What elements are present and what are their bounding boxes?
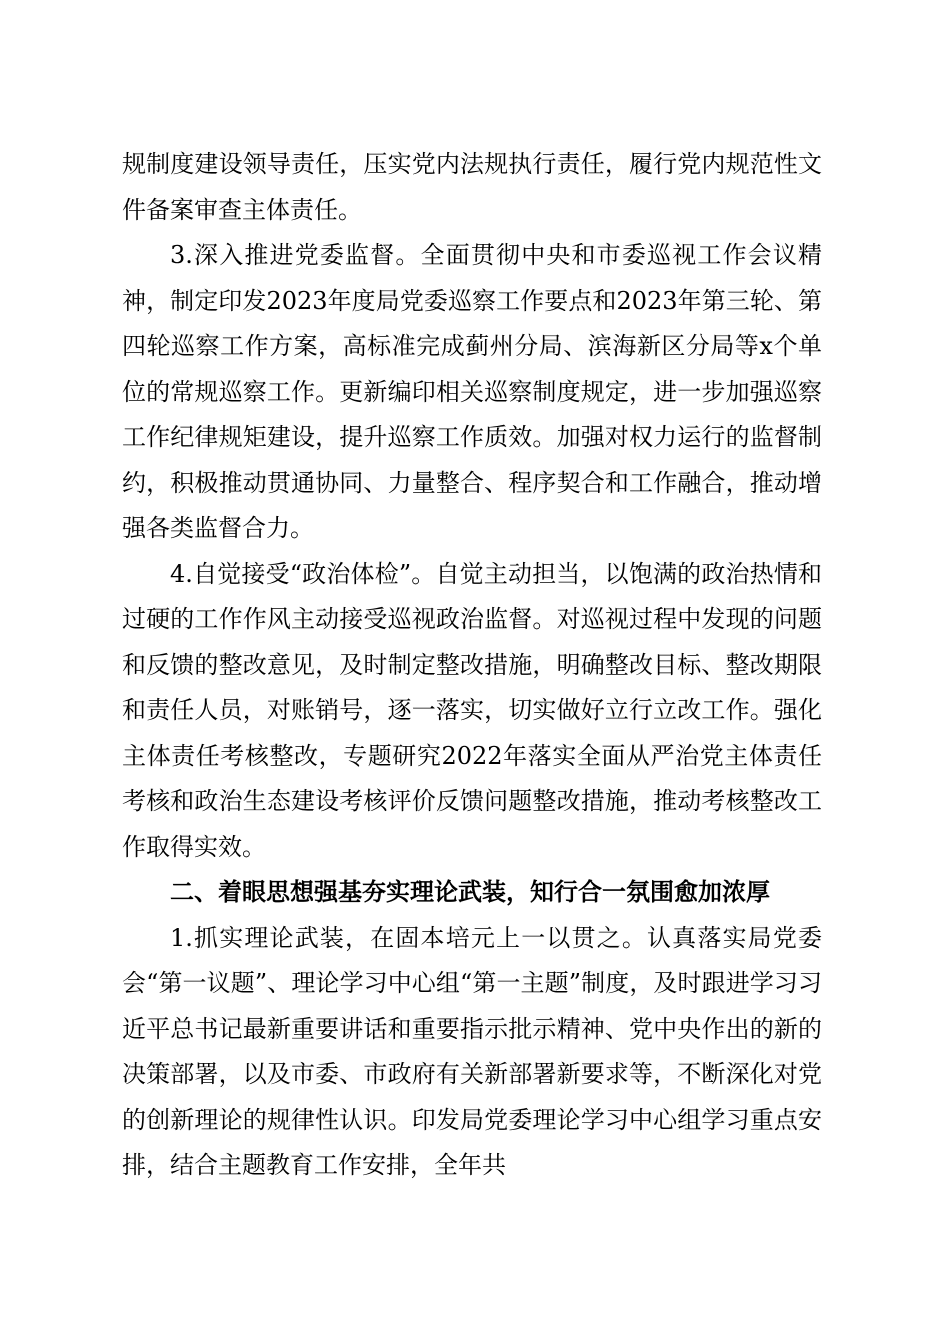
paragraph-party-committee-supervision: 3.深入推进党委监督。全面贯彻中央和市委巡视工作会议精神，制定印发2023年度局党委巡察工作要点和2023年第三轮、第四轮巡察工作方案，高标准完成蓟州分局、滨海新区分局等x个单位的常规巡察工作。更新编印相关巡察制度规定，进一步加强巡察工作纪律规矩建设，提升巡察工作质效。加强对权力运行的监督制约，积极推动贯通协同、力量整合、程序契合和工作融合，推动增强各类监督合力。 [122,241,822,542]
document-body [122,142,822,1189]
paragraph-continuation: 规制度建设领导责任，压实党内法规执行责任，履行党内规范性文件备案审查主体责任。 [122,150,822,224]
paragraph-political-checkup: 4.自觉接受“政治体检”。自觉主动担当，以饱满的政治热情和过硬的工作作风主动接受巡视政治监督。对巡视过程中发现的问题和反馈的整改意见，及时制定整改措施，明确整改目标、整改期限和责任人员，对账销号，逐一落实，切实做好立行立改工作。强化主体责任考核整改，专题研究2022年落实全面从严治党主体责任考核和政治生态建设考核评价反馈问题整改措施，推动考核整改工作取得实效。 [122,559,822,861]
section-heading-two: 二、着眼思想强基夯实理论武装，知行合一氛围愈加浓厚 [170,878,770,906]
paragraph-theory-armament: 1.抓实理论武装，在固本培元上一以贯之。认真落实局党委会“第一议题”、理论学习中心组“第一主题”制度，及时跟进学习习近平总书记最新重要讲话和重要指示批示精神、党中央作出的新的决策部署，以及市委、市政府有关新部署新要求等，不断深化对党的创新理论的规律性认识。印发局党委理论学习中心组学习重点安排，结合主题教育工作安排，全年共 [122,923,822,1179]
